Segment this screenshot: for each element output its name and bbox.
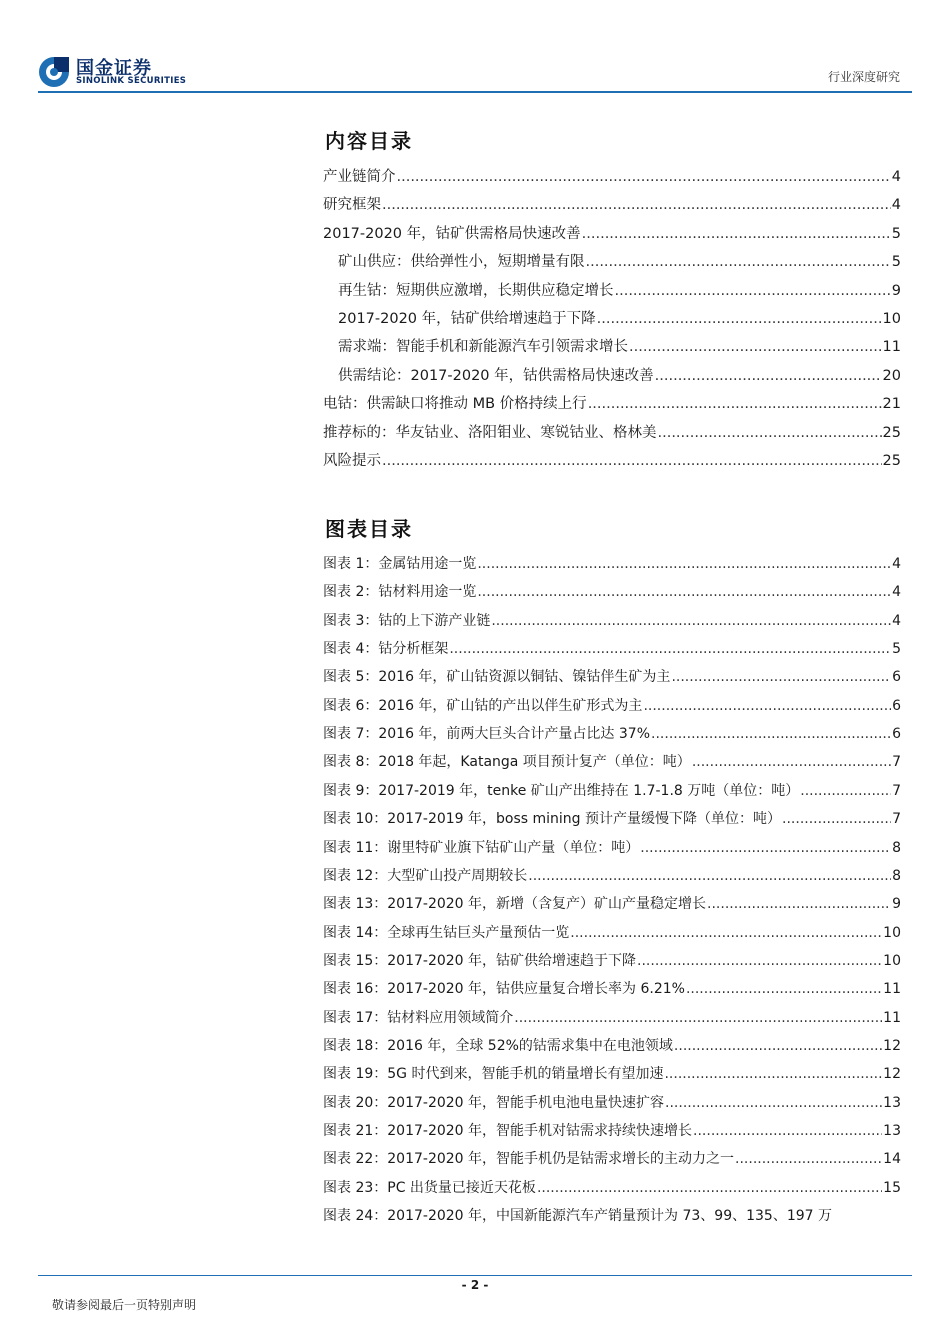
figure-entry[interactable] (323, 893, 901, 913)
entry-page-number: 12 (883, 1066, 901, 1083)
entry-label: 2017-2020 年，钴矿供给增速趋于下降 (338, 311, 596, 327)
entry-page-number: 13 (883, 1123, 901, 1139)
entry-label: 图表 9：2017-2019 年，tenke 矿山产出维持在 1.7-1.8 万吨（单位：吨） (323, 782, 800, 799)
figure-entry[interactable] (323, 723, 901, 743)
entry-label: 图表 6：2016 年，矿山钴的产出以伴生矿形式为主 (323, 697, 643, 714)
entry-label: 图表 16：2017-2020 年，钴供应量复合增长率为 6.21% (323, 981, 685, 998)
dot-leader (782, 811, 891, 827)
entry-page-number: 10 (882, 311, 901, 327)
dot-leader (537, 1180, 882, 1196)
page-header (38, 52, 912, 92)
entry-label: 图表 24：2017-2020 年，中国新能源汽车产销量预计为 73、99、135、197 万 (323, 1208, 832, 1225)
contents-title: 内容目录 (325, 129, 413, 153)
entry-page-number: 12 (883, 1037, 901, 1054)
entry-page-number: 4 (892, 584, 901, 601)
dot-leader (692, 754, 891, 770)
entry-label: 图表 3：钴的上下游产业链 (323, 612, 491, 629)
entry-label: 矿山供应：供给弹性小，短期增量有限 (338, 254, 585, 271)
dot-leader (651, 726, 891, 742)
figure-entry[interactable] (323, 1177, 901, 1197)
dot-leader (477, 556, 891, 572)
contents-entry[interactable] (338, 364, 901, 384)
entry-label: 供需结论：2017-2020 年，钴供需格局快速改善 (338, 367, 654, 384)
entry-page-number: 10 (883, 924, 901, 941)
entry-label: 图表 7：2016 年，前两大巨头合计产量占比达 37% (323, 726, 651, 743)
dot-leader (664, 1066, 882, 1082)
dot-leader (615, 283, 891, 299)
dot-leader (655, 368, 882, 384)
contents-entry[interactable] (323, 392, 901, 412)
dot-leader (640, 840, 891, 856)
figure-entry[interactable] (323, 922, 901, 942)
entry-page-number: 6 (892, 669, 901, 686)
entry-label: 推荐标的：华友钴业、洛阳钼业、寒锐钴业、格林美 (323, 424, 657, 441)
entry-label: 图表 21：2017-2020 年，智能手机对钴需求持续快速增长 (323, 1123, 693, 1139)
entry-page-number: 4 (892, 556, 901, 572)
entry-label: 图表 1：金属钴用途一览 (323, 556, 477, 572)
entry-label: 图表 17：钴材料应用领域简介 (323, 1009, 514, 1026)
entry-page-number: 7 (892, 782, 901, 799)
entry-page-number: 13 (883, 1094, 901, 1111)
dot-leader (735, 1151, 882, 1167)
entry-label: 研究框架 (323, 197, 381, 214)
entry-page-number: 8 (892, 867, 901, 884)
entry-label: 风险提示 (323, 453, 381, 469)
entry-page-number: 7 (892, 754, 901, 771)
entry-label: 图表 8：2018 年起，Katanga 项目预计复产（单位：吨） (323, 754, 691, 771)
entry-label: 图表 20：2017-2020 年，智能手机电池电量快速扩容 (323, 1094, 665, 1111)
dot-leader (588, 396, 882, 412)
entry-page-number: 11 (882, 339, 901, 356)
contents-entry[interactable] (338, 250, 901, 270)
entry-label: 图表 4：钴分析框架 (323, 641, 449, 658)
dot-leader (665, 1095, 882, 1111)
entry-label: 需求端：智能手机和新能源汽车引领需求增长 (338, 339, 628, 356)
entry-page-number: 11 (883, 981, 901, 998)
entry-label: 图表 23：PC 出货量已接近天花板 (323, 1179, 536, 1196)
entry-page-number: 5 (891, 225, 901, 242)
dot-leader (671, 669, 891, 685)
entry-page-number: 25 (882, 424, 901, 441)
entry-label: 图表 14：全球再生钴巨头产量预估一览 (323, 924, 570, 941)
entry-page-number: 25 (882, 453, 901, 469)
dot-leader (528, 868, 891, 884)
dot-leader (629, 339, 882, 355)
figure-entry[interactable] (323, 865, 901, 885)
entry-page-number: 10 (883, 952, 901, 969)
sinolink-logo-icon (38, 56, 70, 88)
figure-entry[interactable] (323, 1092, 901, 1112)
report-type-label: 行业深度研究 (827, 70, 900, 84)
entry-page-number: 15 (883, 1179, 901, 1196)
figure-entry[interactable] (323, 950, 901, 970)
dot-leader (582, 226, 891, 242)
dot-leader (397, 169, 891, 185)
figure-entry[interactable] (323, 837, 901, 857)
dot-leader (674, 1038, 882, 1054)
entry-page-number: 5 (892, 641, 901, 658)
dot-leader (643, 698, 891, 714)
header-divider (38, 91, 912, 93)
dot-leader (597, 311, 882, 327)
entry-label: 图表 5：2016 年，矿山钴资源以铜钴、镍钴伴生矿为主 (323, 669, 671, 686)
entry-page-number: 9 (892, 896, 901, 913)
contents-entry[interactable] (323, 193, 901, 213)
figure-entry[interactable] (323, 808, 901, 828)
entry-label: 2017-2020 年，钴矿供需格局快速改善 (323, 225, 581, 242)
figure-entry[interactable] (323, 751, 901, 771)
dot-leader (800, 783, 891, 799)
dot-leader (514, 1010, 882, 1026)
entry-label: 电钴：供需缺口将推动 MB 价格持续上行 (323, 396, 587, 413)
contents-entry[interactable] (323, 165, 901, 185)
entry-page-number: 4 (891, 169, 901, 185)
entry-page-number: 11 (883, 1009, 901, 1026)
dot-leader (382, 197, 891, 213)
entry-page-number: 9 (891, 282, 901, 299)
figure-entry[interactable] (323, 610, 901, 630)
entry-label: 图表 18：2016 年，全球 52%的钴需求集中在电池领域 (323, 1037, 673, 1054)
dot-leader (693, 1123, 882, 1139)
figure-entry[interactable] (323, 695, 901, 715)
figure-entry[interactable] (323, 1148, 901, 1168)
dot-leader (570, 925, 882, 941)
logo-chinese-name: 国金证券 (76, 58, 152, 79)
entry-label: 图表 19：5G 时代到来，智能手机的销量增长有望加速 (323, 1066, 664, 1083)
figure-entry[interactable] (323, 666, 901, 686)
entry-page-number: 7 (892, 811, 901, 828)
entry-label: 图表 11：谢里特矿业旗下钴矿山产量（单位：吨） (323, 839, 640, 856)
figure-entry[interactable] (323, 1120, 901, 1140)
figure-entry[interactable] (323, 638, 901, 658)
dot-leader (658, 425, 882, 441)
figures-title: 图表目录 (325, 517, 413, 541)
entry-label: 图表 10：2017-2019 年，boss mining 预计产量缓慢下降（单位：吨） (323, 811, 782, 828)
entry-label: 产业链简介 (323, 169, 396, 185)
disclaimer-note: 敬请参阅最后一页特别声明 (52, 1298, 197, 1312)
dot-leader (382, 453, 882, 469)
entry-page-number: 4 (891, 197, 901, 214)
figure-entry[interactable] (323, 553, 901, 573)
dot-leader (586, 254, 891, 270)
page-number: - 2 - (461, 1278, 489, 1292)
dot-leader (449, 641, 891, 657)
logo-english-name: SINOLINK SECURITIES (76, 76, 187, 86)
dot-leader (637, 953, 882, 969)
entry-label: 再生钴：短期供应激增，长期供应稳定增长 (338, 282, 614, 299)
entry-label: 图表 22：2017-2020 年，智能手机仍是钴需求增长的主动力之一 (323, 1151, 735, 1168)
dot-leader (491, 613, 891, 629)
entry-page-number: 21 (882, 396, 901, 413)
entry-label: 图表 15：2017-2020 年，钴矿供给增速趋于下降 (323, 952, 637, 969)
contents-entry[interactable] (338, 307, 901, 327)
dot-leader (707, 896, 891, 912)
figure-entry[interactable] (323, 780, 901, 800)
figure-entry[interactable] (323, 1205, 901, 1225)
contents-entry[interactable] (338, 335, 901, 355)
entry-page-number: 5 (891, 254, 901, 271)
entry-label: 图表 12：大型矿山投产周期较长 (323, 867, 528, 884)
dot-leader (686, 981, 882, 997)
entry-page-number: 6 (892, 697, 901, 714)
entry-label: 图表 2：钴材料用途一览 (323, 584, 477, 601)
figure-entry[interactable] (323, 581, 901, 601)
footer-divider (38, 1275, 912, 1276)
figure-entry[interactable] (323, 1063, 901, 1083)
contents-entry[interactable] (323, 449, 901, 469)
entry-page-number: 20 (882, 367, 901, 384)
entry-label: 图表 13：2017-2020 年，新增（含复产）矿山产量稳定增长 (323, 896, 707, 913)
figure-entry[interactable] (323, 1007, 901, 1027)
contents-entry[interactable] (323, 421, 901, 441)
contents-entry[interactable] (323, 222, 901, 242)
entry-page-number: 6 (892, 726, 901, 743)
figure-entry[interactable] (323, 978, 901, 998)
dot-leader (477, 584, 891, 600)
contents-entry[interactable] (338, 279, 901, 299)
entry-page-number: 4 (892, 612, 901, 629)
entry-page-number: 14 (883, 1151, 901, 1168)
figure-entry[interactable] (323, 1035, 901, 1055)
entry-page-number: 8 (892, 839, 901, 856)
